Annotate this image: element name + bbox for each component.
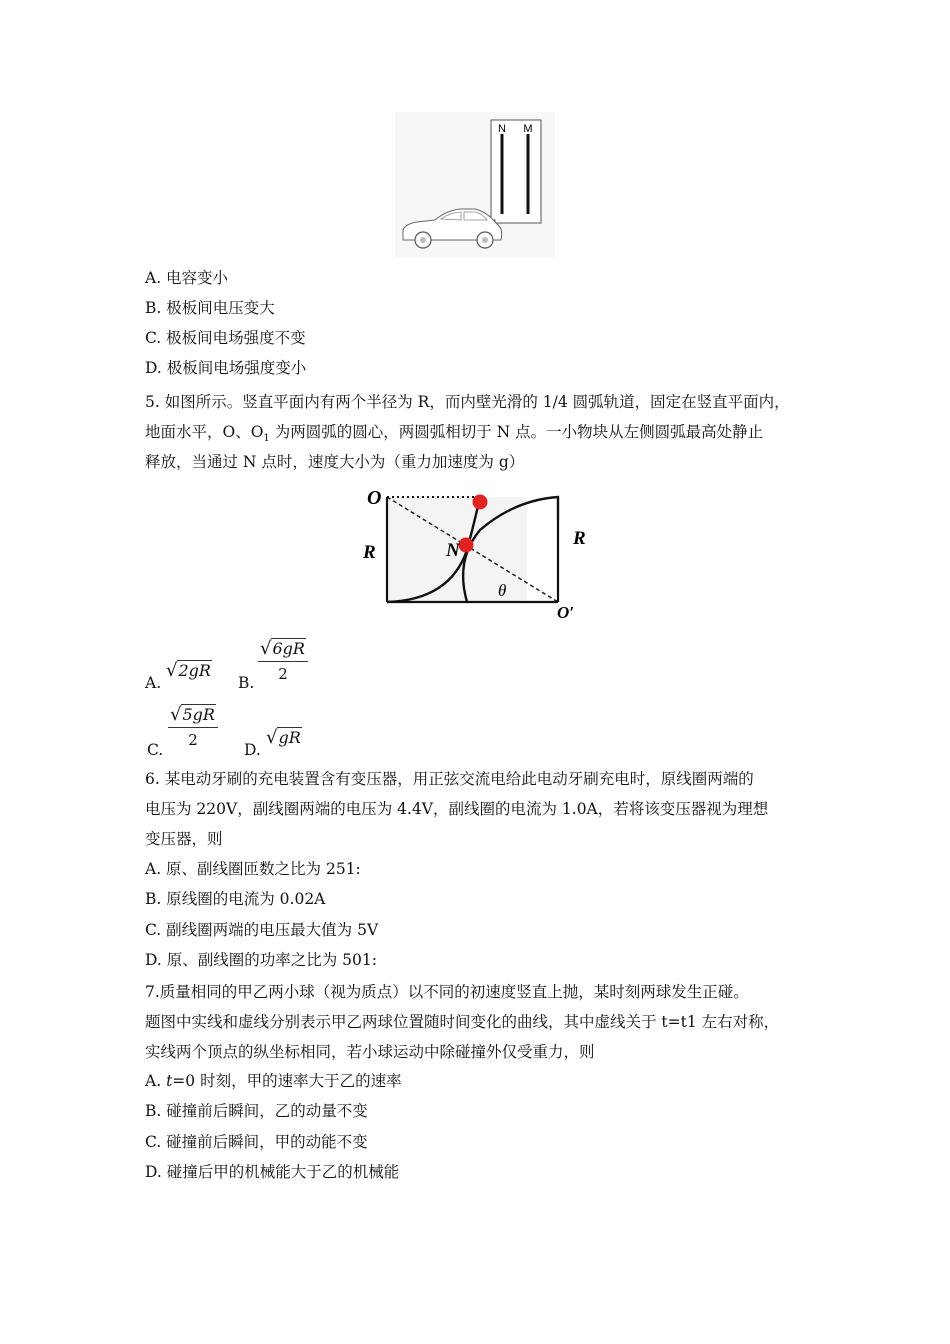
numerator [258, 638, 308, 662]
q7-option-c: C. 碰撞前后瞬间，甲的动能不变 [145, 1133, 368, 1151]
label-r-left: R [363, 542, 376, 563]
q6-option-d: D. 原、副线圈的功率之比为 501: [145, 951, 377, 969]
q6-option-b: B. 原线圈的电流为 0.02A [145, 890, 326, 908]
q5-option-b-label: B. [238, 674, 255, 692]
q7-option-a-prefix: A. [145, 1072, 167, 1090]
q7-line-3: 实线两个顶点的纵坐标相同，若小球运动中除碰撞外仅受重力，则 [145, 1043, 595, 1061]
q5-option-c-frac [168, 704, 218, 749]
label-n: N [446, 540, 460, 561]
radicand: 5gR [182, 705, 215, 724]
sqrt-symbol: √ [260, 638, 272, 659]
q4-option-a: A. 电容变小 [145, 269, 229, 287]
q5-option-d-expr [266, 727, 302, 748]
denominator: 2 [188, 731, 198, 749]
q5-option-c-label: C. [147, 741, 164, 759]
car-hub-rear [482, 237, 488, 243]
denominator: 2 [278, 665, 288, 683]
q5-subscript: 1 [263, 433, 270, 445]
plate-m-label: M [523, 123, 533, 135]
sqrt-symbol: √ [266, 727, 278, 748]
radicand: gR [278, 728, 301, 747]
q7-option-b: B. 碰撞前后瞬间，乙的动量不变 [145, 1102, 368, 1120]
q5-option-a-label: A. [145, 674, 162, 692]
q7-option-a-t: t [166, 1072, 173, 1090]
block-start-dot [473, 495, 488, 510]
q4-option-b: B. 极板间电压变大 [145, 299, 275, 317]
radicand: 2gR [178, 661, 211, 680]
plate-n-label: N [498, 123, 506, 135]
q7-option-a-rest: =0 时刻，甲的速率大于乙的速率 [172, 1072, 402, 1090]
sqrt-symbol: √ [166, 660, 178, 681]
radicand: 6gR [272, 639, 305, 658]
q4-option-c: C. 极板间电场强度不变 [145, 329, 306, 347]
plate-box [491, 120, 541, 223]
q5-option-d-label: D. [244, 741, 261, 759]
q6-option-c: C. 副线圈两端的电压最大值为 5V [145, 921, 379, 939]
arc-track-figure [355, 480, 595, 622]
q5-line-2-end: 为两圆弧的圆心，两圆弧相切于 N 点。一小物块从左侧圆弧最高处静止 [269, 423, 764, 441]
q5-line-1: 5. 如图所示。竖直平面内有两个半径为 R，而内壁光滑的 1/4 圆弧轨道，固定在竖直平面内， [145, 393, 790, 411]
q6-line-3: 变压器，则 [145, 830, 223, 848]
label-o: O [367, 487, 382, 509]
q5-line-2-start: 地面水平，O、O [145, 423, 264, 441]
label-theta: θ [498, 581, 507, 600]
q4-option-d: D. 极板间电场强度变小 [145, 359, 307, 377]
q5-line-3: 释放，当通过 N 点时，速度大小为（重力加速度为 g） [145, 453, 525, 471]
numerator [168, 704, 218, 728]
q7-option-a [145, 1071, 402, 1091]
car-capacitor-figure [395, 112, 555, 257]
block-n-dot [459, 538, 474, 553]
q5-option-a-expr [166, 660, 212, 681]
label-o-prime: O′ [557, 603, 575, 622]
q7-line-1: 7.质量相同的甲乙两小球（视为质点）以不同的初速度竖直上抛，某时刻两球发生正碰。 [145, 983, 749, 1001]
q6-line-2: 电压为 220V，副线圈两端的电压为 4.4V，副线圈的电流为 1.0A，若将该变压器视为理想 [145, 800, 769, 818]
car-hub-front [420, 237, 426, 243]
arc-track-diagram [355, 480, 595, 622]
q6-line-1: 6. 某电动牙刷的充电装置含有变压器，用正弦交流电给此电动牙刷充电时，原线圈两端的 [145, 770, 754, 788]
q5-option-b-frac [258, 638, 308, 683]
q7-line-2: 题图中实线和虚线分别表示甲乙两球位置随时间变化的曲线，其中虚线关于 t=t1 左右对称， [145, 1013, 780, 1031]
sqrt-symbol: √ [170, 704, 182, 725]
car-capacitor-diagram [395, 112, 555, 257]
q6-option-a: A. 原、副线圈匝数之比为 251: [145, 860, 361, 878]
q5-line-2 [145, 422, 763, 449]
q7-option-d: D. 碰撞后甲的机械能大于乙的机械能 [145, 1163, 400, 1181]
label-r-right: R [573, 528, 586, 549]
